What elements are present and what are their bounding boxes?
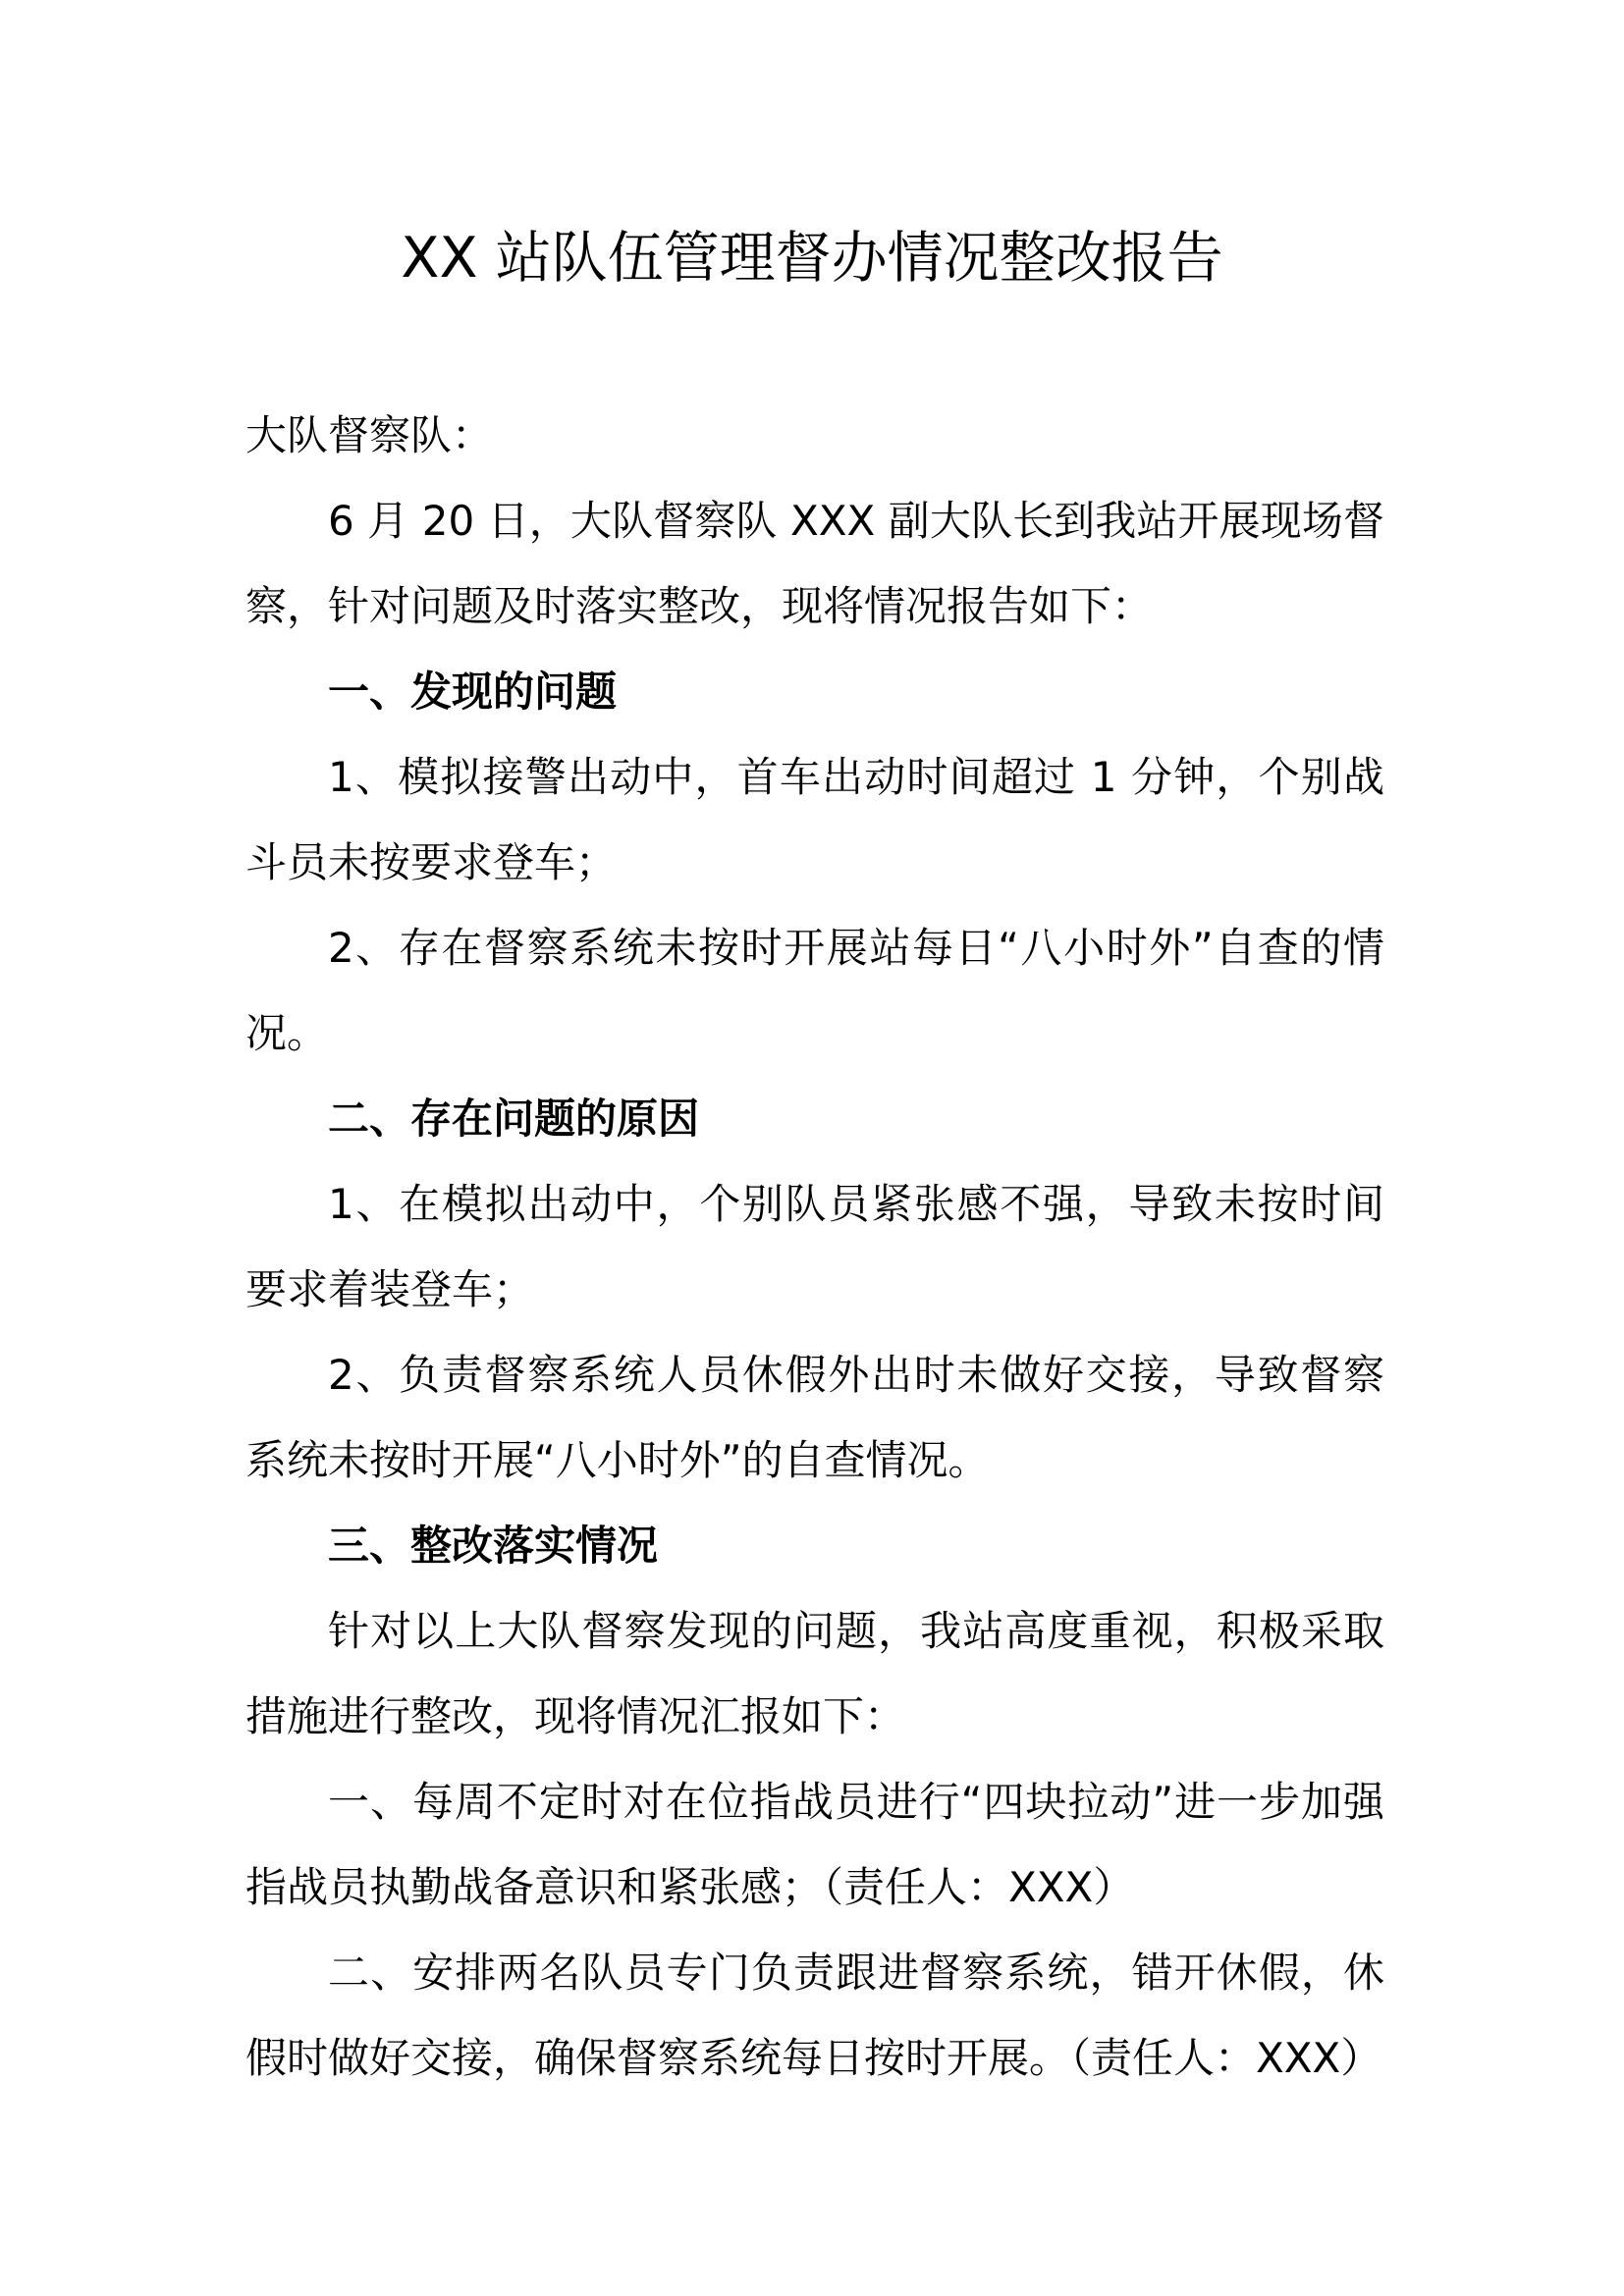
problem-item: 1、模拟接警出动中，首车出动时间超过 1 分钟，个别战斗员未按要求登车；	[245, 753, 1384, 886]
salutation: 大队督察队：	[245, 411, 494, 459]
problem-item: 2、存在督察系统未按时开展站每日“八小时外”自查的情况。	[245, 924, 1384, 1057]
rectification-intro: 针对以上大队督察发现的问题，我站高度重视，积极采取措施进行整改，现将情况汇报如下：	[245, 1607, 1384, 1740]
section-heading-rectification: 三、整改落实情况	[328, 1522, 659, 1570]
cause-item: 1、在模拟出动中，个别队员紧张感不强，导致未按时间要求着装登车；	[245, 1180, 1384, 1313]
intro-paragraph: 6 月 20 日，大队督察队 XXX 副大队长到我站开展现场督察，针对问题及时落实整改，现将情况报告如下：	[245, 497, 1384, 630]
document-title: XX 站队伍管理督办情况整改报告	[401, 226, 1223, 291]
section-heading-problems: 一、发现的问题	[328, 667, 618, 716]
document-body	[245, 393, 1384, 2101]
cause-item: 2、负责督察系统人员休假外出时未做好交接，导致督察系统未按时开展“八小时外”的自查情况。	[245, 1351, 1384, 1484]
section-heading-causes: 二、存在问题的原因	[328, 1095, 700, 1143]
rectification-item: 一、每周不定时对在位指战员进行“四块拉动”进一步加强指战员执勤战备意识和紧张感；（责任人：XXX）	[245, 1778, 1384, 1911]
rectification-item: 二、安排两名队员专门负责跟进督察系统，错开休假，休假时做好交接，确保督察系统每日按时开展。（责任人：XXX）	[245, 1949, 1384, 2082]
